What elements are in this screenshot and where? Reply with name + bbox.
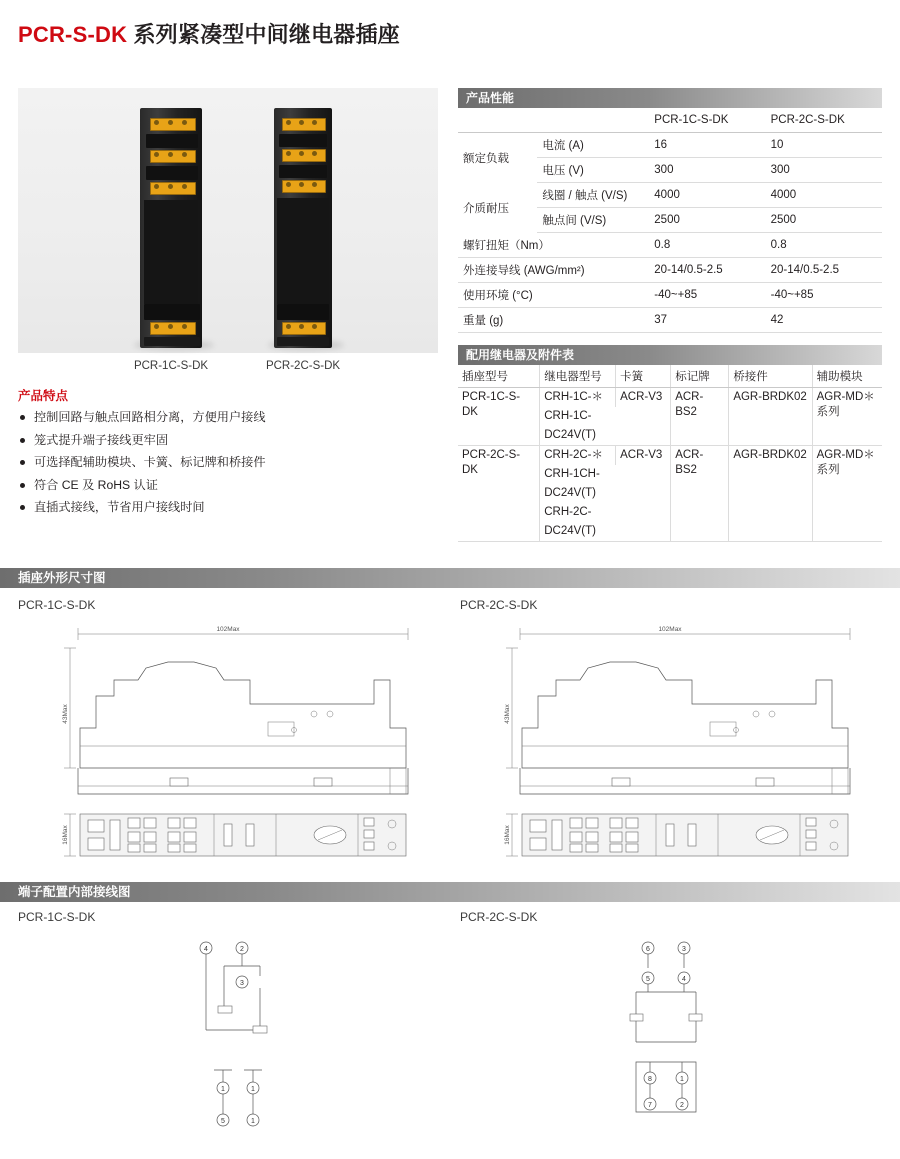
perf-value: 10 bbox=[766, 133, 882, 158]
acc-clip: ACR-V3 bbox=[616, 446, 671, 542]
svg-text:2: 2 bbox=[240, 946, 244, 953]
perf-sub-label: 触点间 (V/S) bbox=[537, 208, 649, 233]
product-photo-panel bbox=[18, 88, 438, 372]
perf-head-blank1 bbox=[458, 108, 537, 133]
dimensions-model-right: PCR-2C-S-DK bbox=[460, 598, 538, 612]
product-photo-1c bbox=[140, 108, 202, 348]
acc-relay: CRH-1C- bbox=[544, 410, 592, 422]
perf-head-col1: PCR-1C-S-DK bbox=[649, 108, 765, 133]
product-photo-2c bbox=[274, 108, 332, 348]
perf-value: 0.8 bbox=[766, 233, 882, 258]
table-row bbox=[458, 446, 882, 466]
perf-value: 300 bbox=[649, 158, 765, 183]
perf-value: -40~+85 bbox=[649, 283, 765, 308]
feature-item: 符合 CE 及 RoHS 认证 bbox=[18, 474, 438, 497]
dimension-drawing-right bbox=[460, 618, 880, 868]
wiring-model-left: PCR-1C-S-DK bbox=[18, 910, 96, 924]
svg-text:1: 1 bbox=[221, 1086, 225, 1093]
perf-sub-label: 线圈 / 触点 (V/S) bbox=[537, 183, 649, 208]
acc-relay: DC24V(T) bbox=[540, 522, 616, 542]
perf-sub-label: 电压 (V) bbox=[537, 158, 649, 183]
perf-group-label: 重量 (g) bbox=[458, 308, 649, 333]
perf-group-label: 螺钉扭矩（Nm） bbox=[458, 233, 649, 258]
perf-value: 37 bbox=[649, 308, 765, 333]
table-row bbox=[458, 388, 882, 408]
dimensions-section-bar: 插座外形尺寸图 bbox=[0, 568, 900, 588]
acc-header-clip: 卡簧 bbox=[616, 365, 671, 388]
svg-text:43Max: 43Max bbox=[504, 704, 511, 724]
table-row bbox=[458, 258, 882, 283]
acc-header-aux: 辅助模块 bbox=[812, 365, 882, 388]
acc-relay: CRH-1CH- bbox=[544, 468, 600, 480]
performance-section-bar: 产品性能 bbox=[458, 88, 882, 108]
svg-text:16Max: 16Max bbox=[504, 825, 511, 845]
acc-relay: DC24V(T) bbox=[540, 426, 616, 446]
feature-item: 直插式接线，节省用户接线时间 bbox=[18, 496, 438, 519]
table-row bbox=[458, 283, 882, 308]
perf-group-label: 外连接导线 (AWG/mm²) bbox=[458, 258, 649, 283]
table-row bbox=[458, 308, 882, 333]
acc-aux: AGR-MD＊系列 bbox=[812, 446, 882, 542]
page-title-text: 系列紧凑型中间继电器插座 bbox=[127, 22, 400, 47]
table-row bbox=[458, 108, 882, 133]
wiring-section-bar: 端子配置内部接线图 bbox=[0, 882, 900, 902]
acc-relay: DC24V(T) bbox=[544, 487, 596, 499]
dimensions-model-left: PCR-1C-S-DK bbox=[18, 598, 96, 612]
svg-text:5: 5 bbox=[646, 976, 650, 983]
perf-value: 300 bbox=[766, 158, 882, 183]
features-list bbox=[18, 406, 438, 519]
acc-relay: CRH-2C- bbox=[544, 506, 592, 518]
table-row bbox=[458, 233, 882, 258]
svg-text:2: 2 bbox=[680, 1102, 684, 1109]
acc-relay: CRH-2C-＊ bbox=[540, 446, 616, 466]
svg-text:102Max: 102Max bbox=[658, 626, 682, 633]
table-row bbox=[458, 133, 882, 158]
acc-header-bridge: 桥接件 bbox=[729, 365, 812, 388]
perf-value: 20-14/0.5-2.5 bbox=[649, 258, 765, 283]
wiring-diagram-right bbox=[460, 930, 880, 1145]
perf-value: 2500 bbox=[649, 208, 765, 233]
acc-aux: AGR-MD＊系列 bbox=[812, 388, 882, 446]
svg-text:1: 1 bbox=[251, 1086, 255, 1093]
performance-table bbox=[458, 108, 882, 333]
page-title-model: PCR-S-DK bbox=[18, 22, 128, 47]
acc-marker: ACR-BS2 bbox=[671, 388, 729, 446]
svg-text:1: 1 bbox=[251, 1118, 255, 1125]
acc-relay: CRH-1C-＊ bbox=[540, 388, 616, 408]
acc-model: PCR-1C-S-DK bbox=[458, 388, 540, 446]
perf-group-label: 使用环境 (°C) bbox=[458, 283, 649, 308]
acc-model: PCR-2C-S-DK bbox=[458, 446, 540, 542]
perf-value: 42 bbox=[766, 308, 882, 333]
perf-value: 16 bbox=[649, 133, 765, 158]
perf-value: 20-14/0.5-2.5 bbox=[766, 258, 882, 283]
feature-item: 可选择配辅助模块、卡簧、标记牌和桥接件 bbox=[18, 451, 438, 474]
table-row bbox=[458, 183, 882, 208]
page-title bbox=[18, 18, 400, 49]
svg-text:3: 3 bbox=[682, 946, 686, 953]
perf-value: 0.8 bbox=[649, 233, 765, 258]
perf-group-label: 额定负载 bbox=[463, 152, 509, 165]
acc-header-model: 插座型号 bbox=[458, 365, 540, 388]
svg-text:102Max: 102Max bbox=[216, 626, 240, 633]
svg-text:8: 8 bbox=[648, 1076, 652, 1083]
feature-item: 笼式提升端子接线更牢固 bbox=[18, 429, 438, 452]
photo-caption-right: PCR-2C-S-DK bbox=[265, 360, 341, 372]
wiring-diagram-left bbox=[18, 930, 438, 1145]
perf-value: 4000 bbox=[649, 183, 765, 208]
perf-value: 2500 bbox=[766, 208, 882, 233]
svg-text:16Max: 16Max bbox=[62, 825, 69, 845]
feature-item: 控制回路与触点回路相分离，方便用户接线 bbox=[18, 406, 438, 429]
dimension-drawing-left bbox=[18, 618, 438, 868]
acc-bridge: AGR-BRDK02 bbox=[729, 446, 812, 542]
svg-text:4: 4 bbox=[682, 976, 686, 983]
perf-head-col2: PCR-2C-S-DK bbox=[766, 108, 882, 133]
acc-header-marker: 标记牌 bbox=[671, 365, 729, 388]
wiring-model-right: PCR-2C-S-DK bbox=[460, 910, 538, 924]
acc-bridge: AGR-BRDK02 bbox=[729, 388, 812, 446]
perf-value: 4000 bbox=[766, 183, 882, 208]
svg-text:4: 4 bbox=[204, 946, 208, 953]
acc-header-relay: 继电器型号 bbox=[540, 365, 616, 388]
features-heading: 产品特点 bbox=[18, 389, 69, 403]
perf-value: -40~+85 bbox=[766, 283, 882, 308]
perf-sub-label: 电流 (A) bbox=[537, 133, 649, 158]
svg-text:43Max: 43Max bbox=[62, 704, 69, 724]
acc-marker: ACR-BS2 bbox=[671, 446, 729, 542]
svg-text:6: 6 bbox=[646, 946, 650, 953]
photo-caption-left: PCR-1C-S-DK bbox=[133, 360, 209, 372]
svg-text:5: 5 bbox=[221, 1118, 225, 1125]
svg-text:7: 7 bbox=[648, 1102, 652, 1109]
perf-group-label: 介质耐压 bbox=[463, 202, 509, 215]
perf-head-blank2 bbox=[537, 108, 649, 133]
accessories-table bbox=[458, 365, 882, 542]
accessories-section-bar: 配用继电器及附件表 bbox=[458, 345, 882, 365]
table-header-row bbox=[458, 365, 882, 388]
svg-text:1: 1 bbox=[680, 1076, 684, 1083]
svg-text:3: 3 bbox=[240, 980, 244, 987]
acc-clip: ACR-V3 bbox=[616, 388, 671, 446]
